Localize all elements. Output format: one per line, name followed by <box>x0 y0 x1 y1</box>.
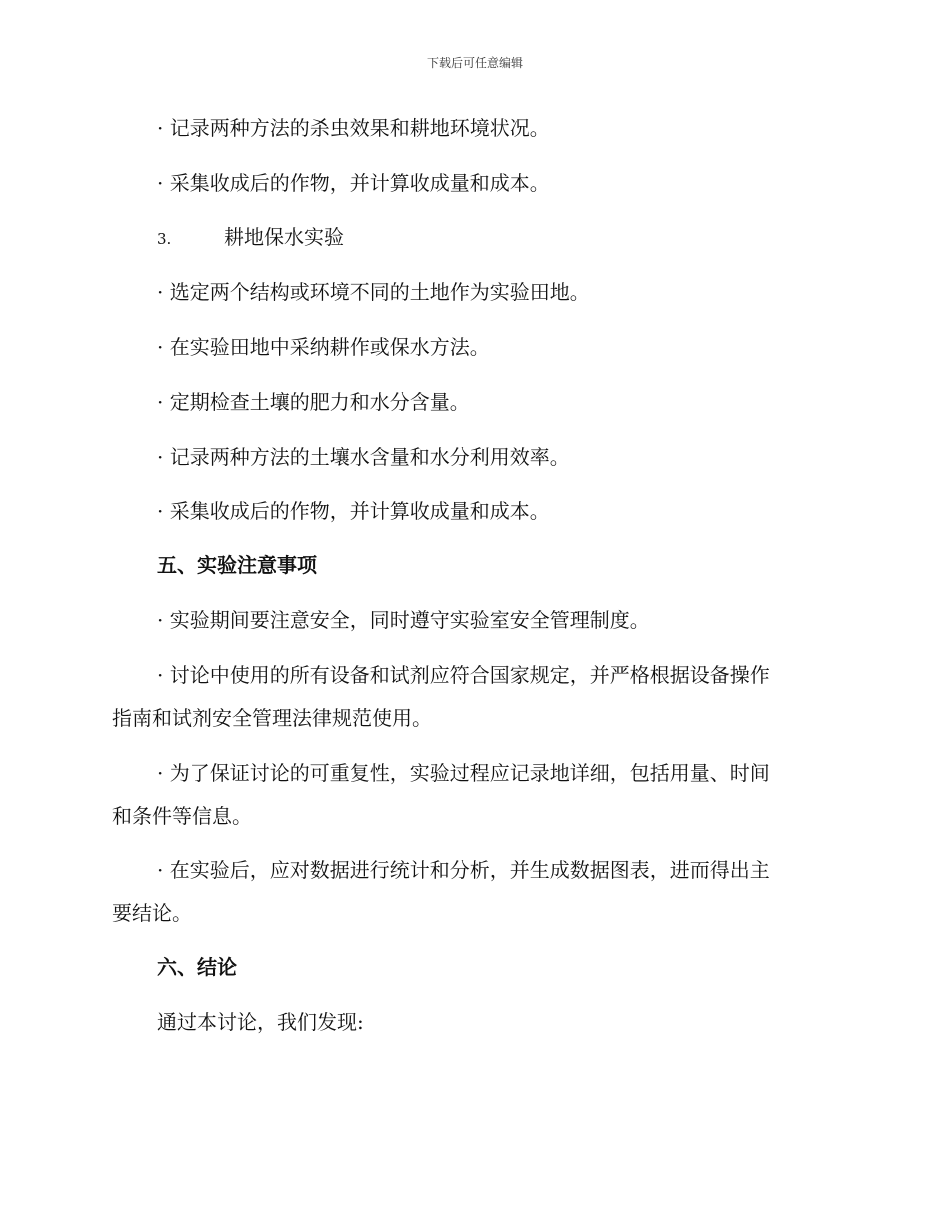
section-6-heading: 六、结论 <box>157 955 237 979</box>
note-line: · 讨论中使用的所有设备和试剂应符合国家规定，并严格根据设备操作 <box>157 663 770 687</box>
section-3-number: 3. <box>157 230 172 248</box>
bullet-line: · 记录两种方法的杀虫效果和耕地环境状况。 <box>157 116 550 140</box>
conclusion-text: 通过本讨论，我们发现: <box>157 1010 364 1034</box>
section-3-heading <box>157 223 344 253</box>
note-line-continuation: 和条件等信息。 <box>112 804 252 828</box>
bullet-line: · 在实验田地中采纳耕作或保水方法。 <box>157 335 490 359</box>
bullet-line: · 记录两种方法的土壤水含量和水分利用效率。 <box>157 445 570 469</box>
section-3-title: 耕地保水实验 <box>224 225 344 249</box>
bullet-line: · 采集收成后的作物，并计算收成量和成本。 <box>157 499 550 523</box>
page-header: 下载后可任意编辑 <box>426 56 523 70</box>
note-line-continuation: 指南和试剂安全管理法律规范使用。 <box>112 706 432 730</box>
note-line: · 在实验后，应对数据进行统计和分析，并生成数据图表，进而得出主 <box>157 858 770 882</box>
section-5-heading: 五、实验注意事项 <box>157 553 317 577</box>
note-line: · 实验期间要注意安全，同时遵守实验室安全管理制度。 <box>157 608 650 632</box>
bullet-line: · 采集收成后的作物，并计算收成量和成本。 <box>157 171 550 195</box>
bullet-line: · 定期检查土壤的肥力和水分含量。 <box>157 390 470 414</box>
note-line: · 为了保证讨论的可重复性，实验过程应记录地详细，包括用量、时间 <box>157 761 770 785</box>
bullet-line: · 选定两个结构或环境不同的土地作为实验田地。 <box>157 280 590 304</box>
note-line-continuation: 要结论。 <box>112 901 192 925</box>
